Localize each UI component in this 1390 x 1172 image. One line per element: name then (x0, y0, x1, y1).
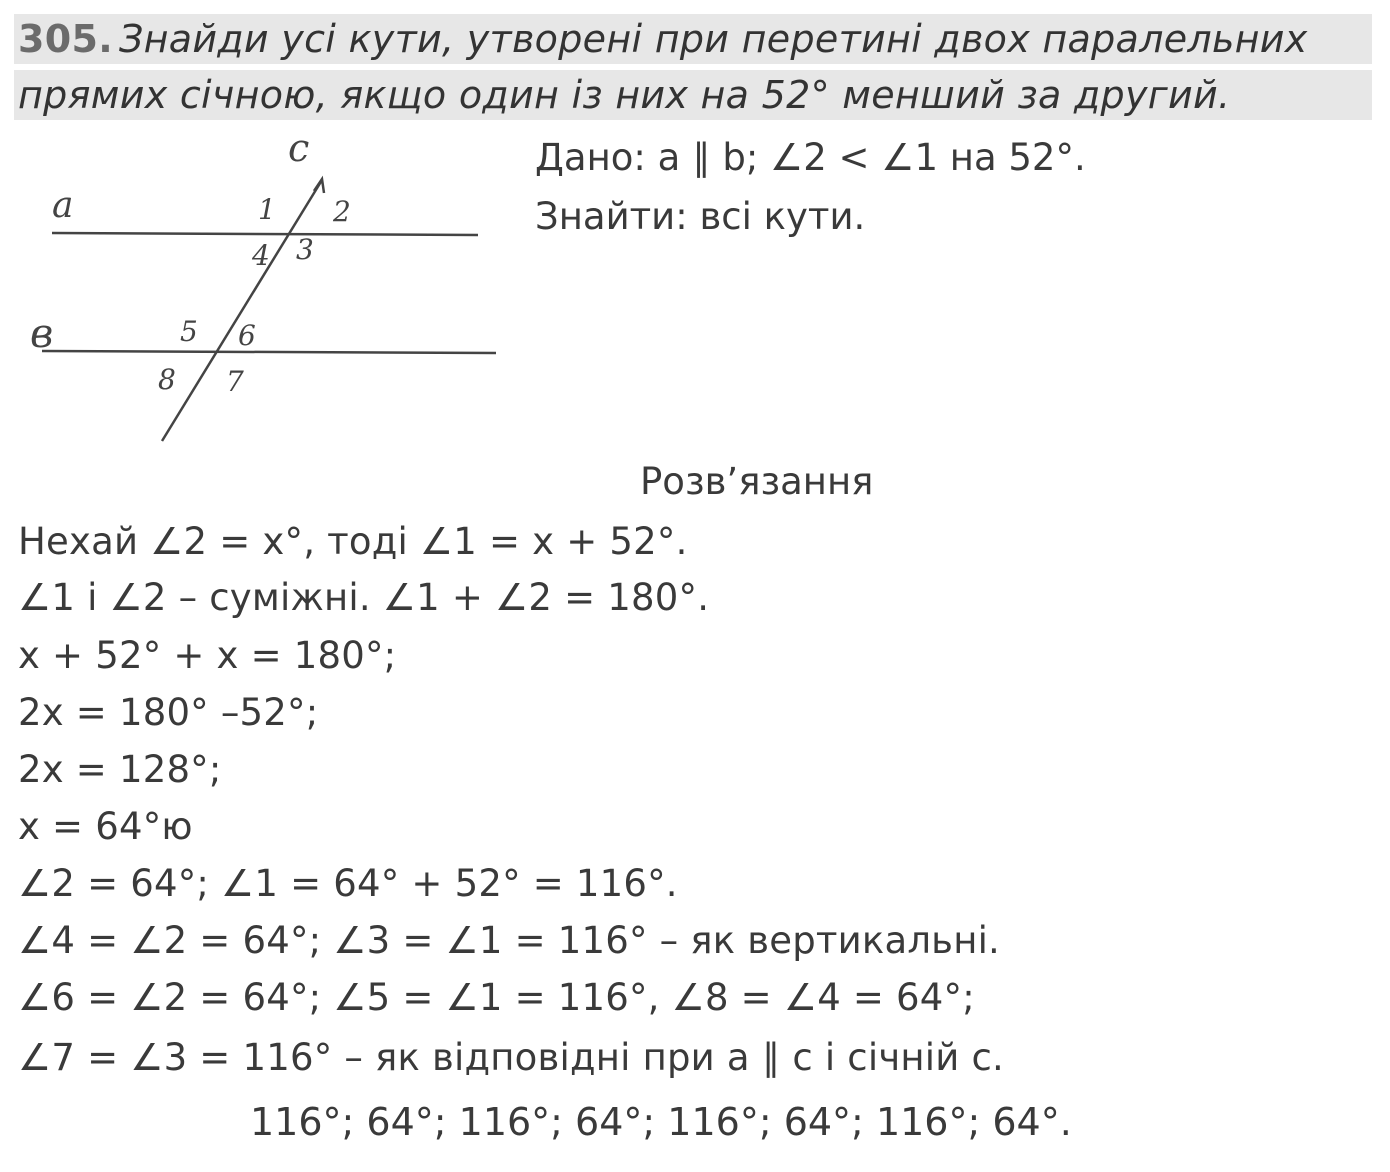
task-text-1: Знайди усі кути, утворені при перетині двох паралельних (118, 17, 1308, 61)
solution-line-10: ∠7 = ∠3 = 116° – як відповідні при a ∥ c і січній c. (18, 1036, 1004, 1079)
line-b-label: в (30, 311, 54, 357)
answer-line: 116°; 64°; 116°; 64°; 116°; 64°; 116°; 64°. (250, 1100, 1072, 1144)
solution-line-4: 2x = 180° –52°; (18, 691, 319, 734)
find-line: Знайти: всі кути. (535, 195, 866, 238)
task-line-2: прямих січною, якщо один із них на 52° менший за другий. (18, 73, 1231, 117)
solution-line-2: ∠1 і ∠2 – суміжні. ∠1 + ∠2 = 180°. (18, 576, 710, 619)
line-a-label: a (52, 185, 74, 226)
solution-line-9: ∠6 = ∠2 = 64°; ∠5 = ∠1 = 116°, ∠8 = ∠4 = 64°; (18, 976, 975, 1019)
task-number: 305. (18, 17, 113, 61)
given-line: Дано: a ∥ b; ∠2 < ∠1 на 52°. (535, 136, 1086, 179)
solution-line-8: ∠4 = ∠2 = 64°; ∠3 = ∠1 = 116° – як вертикальні. (18, 919, 1001, 962)
parallel-lines-figure (0, 125, 520, 455)
angle-label-2: 2 (333, 195, 351, 228)
transversal-label: c (288, 126, 310, 170)
solution-line-5: 2x = 128°; (18, 748, 222, 791)
angle-label-5: 5 (180, 315, 198, 348)
solution-heading: Розв’язання (640, 460, 874, 503)
line-a (52, 233, 478, 235)
angle-label-6: 6 (238, 319, 256, 352)
solution-line-1: Нехай ∠2 = x°, тоді ∠1 = x + 52°. (18, 520, 688, 563)
angle-label-4: 4 (252, 239, 270, 272)
solution-line-3: x + 52° + x = 180°; (18, 634, 397, 677)
task-line-1 (18, 17, 1308, 61)
angle-label-3: 3 (296, 233, 314, 266)
transversal-c (162, 180, 322, 441)
angle-label-8: 8 (158, 363, 176, 396)
line-b (42, 351, 496, 353)
solution-line-7: ∠2 = 64°; ∠1 = 64° + 52° = 116°. (18, 862, 678, 905)
solution-line-6: x = 64°ю (18, 805, 193, 848)
angle-label-1: 1 (258, 193, 276, 226)
angle-label-7: 7 (226, 365, 244, 398)
